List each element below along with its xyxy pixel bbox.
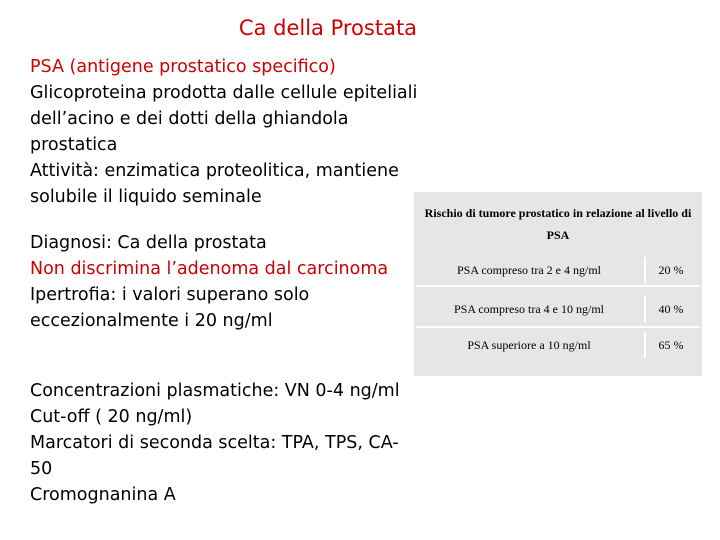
risk-table-title bbox=[414, 202, 702, 246]
diagnosis-line: Ipertrofia: i valori superano solo bbox=[30, 285, 310, 305]
concentrations-block bbox=[30, 378, 400, 508]
row-divider bbox=[416, 285, 700, 287]
psa-line: Attività: enzimatica proteolitica, mantiene bbox=[30, 161, 399, 181]
psa-line: dell’acino e dei dotti della ghiandola bbox=[30, 109, 349, 129]
risk-table-title-line: PSA bbox=[546, 228, 570, 242]
risk-row-value: 65 % bbox=[658, 337, 684, 352]
risk-table bbox=[414, 192, 702, 376]
psa-line: solubile il liquido seminale bbox=[30, 187, 262, 207]
psa-description-block bbox=[30, 54, 417, 210]
row-divider bbox=[416, 326, 700, 328]
diagnosis-line: Diagnosi: Ca della prostata bbox=[30, 233, 267, 253]
slide-title: Ca della Prostata bbox=[238, 16, 418, 40]
psa-line: Glicoproteina prodotta dalle cellule epiteliali bbox=[30, 83, 418, 103]
diagnosis-block bbox=[30, 230, 388, 334]
chromogranin-line: Cromognanina A bbox=[30, 485, 176, 505]
table-row bbox=[414, 330, 702, 360]
risk-row-value: 40 % bbox=[658, 301, 684, 316]
diagnosis-warning: Non discrimina l’adenoma dal carcinoma bbox=[30, 259, 389, 279]
psa-heading: PSA (antigene prostatico specifico) bbox=[30, 57, 336, 77]
psa-line: prostatica bbox=[30, 135, 118, 155]
risk-row-label: PSA compreso tra 2 e 4 ng/ml bbox=[457, 262, 601, 277]
risk-row-value: 20 % bbox=[658, 262, 684, 277]
table-row bbox=[414, 294, 702, 324]
risk-row-label: PSA superiore a 10 ng/ml bbox=[467, 337, 591, 352]
markers-line-cont: 50 bbox=[30, 459, 53, 479]
risk-table-title-line: Rischio di tumore prostatico in relazione al livello di bbox=[424, 206, 692, 220]
concentration-line: Concentrazioni plasmatiche: VN 0-4 ng/ml bbox=[30, 381, 400, 401]
markers-line: Marcatori di seconda scelta: TPA, TPS, CA- bbox=[30, 433, 399, 453]
risk-row-label: PSA compreso tra 4 e 10 ng/ml bbox=[454, 301, 604, 316]
diagnosis-line: eccezionalmente i 20 ng/ml bbox=[30, 311, 273, 331]
table-row bbox=[414, 255, 702, 285]
cutoff-line: Cut-off ( 20 ng/ml) bbox=[30, 407, 193, 427]
